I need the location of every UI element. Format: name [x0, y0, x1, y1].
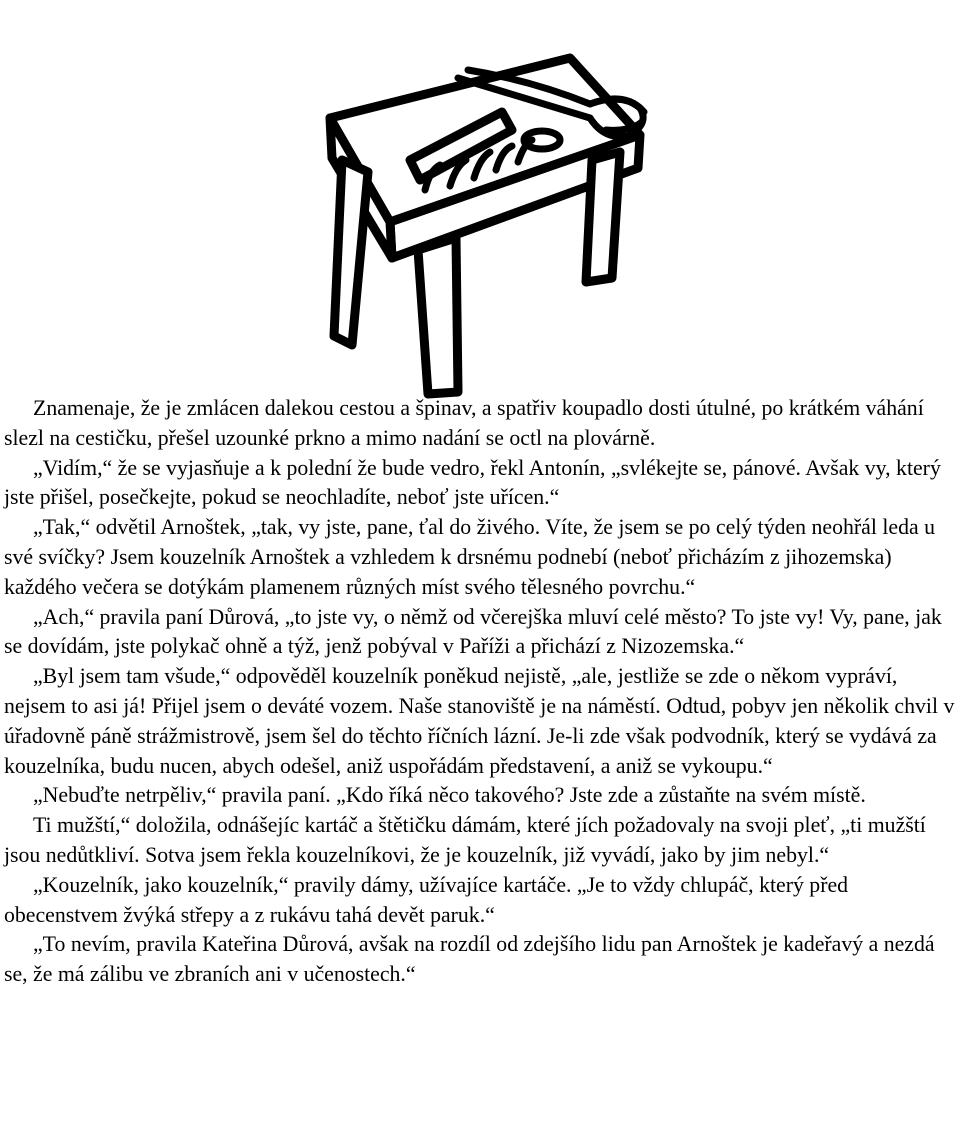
- paragraph: „Nebuďte netrpěliv,“ pravila paní. „Kdo říká něco takového? Jste zde a zůstaňte na svém místě.: [33, 783, 866, 808]
- stool-with-brush-and-comb-icon: [330, 58, 640, 394]
- story-text: [4, 394, 956, 990]
- paragraph: „Byl jsem tam všude,“ odpověděl kouzelník poněkud nejistě, „ale, jestliže se zde o někom vypráví, nejsem to asi já! Přijel jsem o deváté vozem. Naše stanoviště je na náměstí. Odtud, pobyv jen několik chvil v úřadovně páně strážmistrově, jsem šel do těchto říčních lázní. Je-li zde však podvodník, který se vydává za kouzelníka, budu nucen, abych odešel, aniž uspořádám představení, a aniž se vykoupu.“: [4, 664, 955, 778]
- paragraph: „Ach,“ pravila paní Důrová, „to jste vy, o němž od včerejška mluví celé město? To jste vy! Vy, pane, jak se dovídám, jste polykač ohně a týž, jenž pobýval v Paříži a přichází z Nizozemska.“: [4, 604, 942, 659]
- paragraph: Znamenaje, že je zmlácen dalekou cestou a špinav, a spatřiv koupadlo dosti útulné, po krátkém váhání slezl na cestičku, přešel uzounké prkno a mimo nadání se octl na plovárně.: [4, 396, 924, 450]
- stool-illustration: [290, 0, 690, 400]
- paragraph: „Tak,“ odvětil Arnoštek, „tak, vy jste, pane, ťal do živého. Víte, že jsem se po celý týden neohřál leda u své svíčky? Jsem kouzelník Arnoštek a vzhledem k drsnému podnebí (neboť přicházím z jihozemska) každého večera se dotýkám plamenem různých míst svého tělesného povrchu.“: [4, 515, 935, 599]
- paragraph: Ti mužští,“ doložila, odnášejíc kartáč a štětičku dámám, které jích požadovaly na svoji pleť, „ti mužští jsou nedůtkliví. Sotva jsem řekla kouzelníkovi, že je kouzelník, již vyvádí, jako by jim nebyl.“: [4, 813, 926, 867]
- paragraph: „To nevím, pravila Kateřina Důrová, avšak na rozdíl od zdejšího lidu pan Arnoštek je kadeřavý a nezdá se, že má zálibu ve zbraních ani v učenostech.“: [4, 932, 935, 987]
- paragraph: „Kouzelník, jako kouzelník,“ pravily dámy, užívajíce kartáče. „Je to vždy chlupáč, který před obecenstvem žvýká střepy a z rukávu tahá devět paruk.“: [4, 872, 849, 927]
- paragraph: „Vidím,“ že se vyjasňuje a k polední že bude vedro, řekl Antonín, „svlékejte se, pánové. Avšak vy, který jste přišel, posečkejte, pokud se neochladíte, neboť jste uřícen.“: [4, 455, 941, 510]
